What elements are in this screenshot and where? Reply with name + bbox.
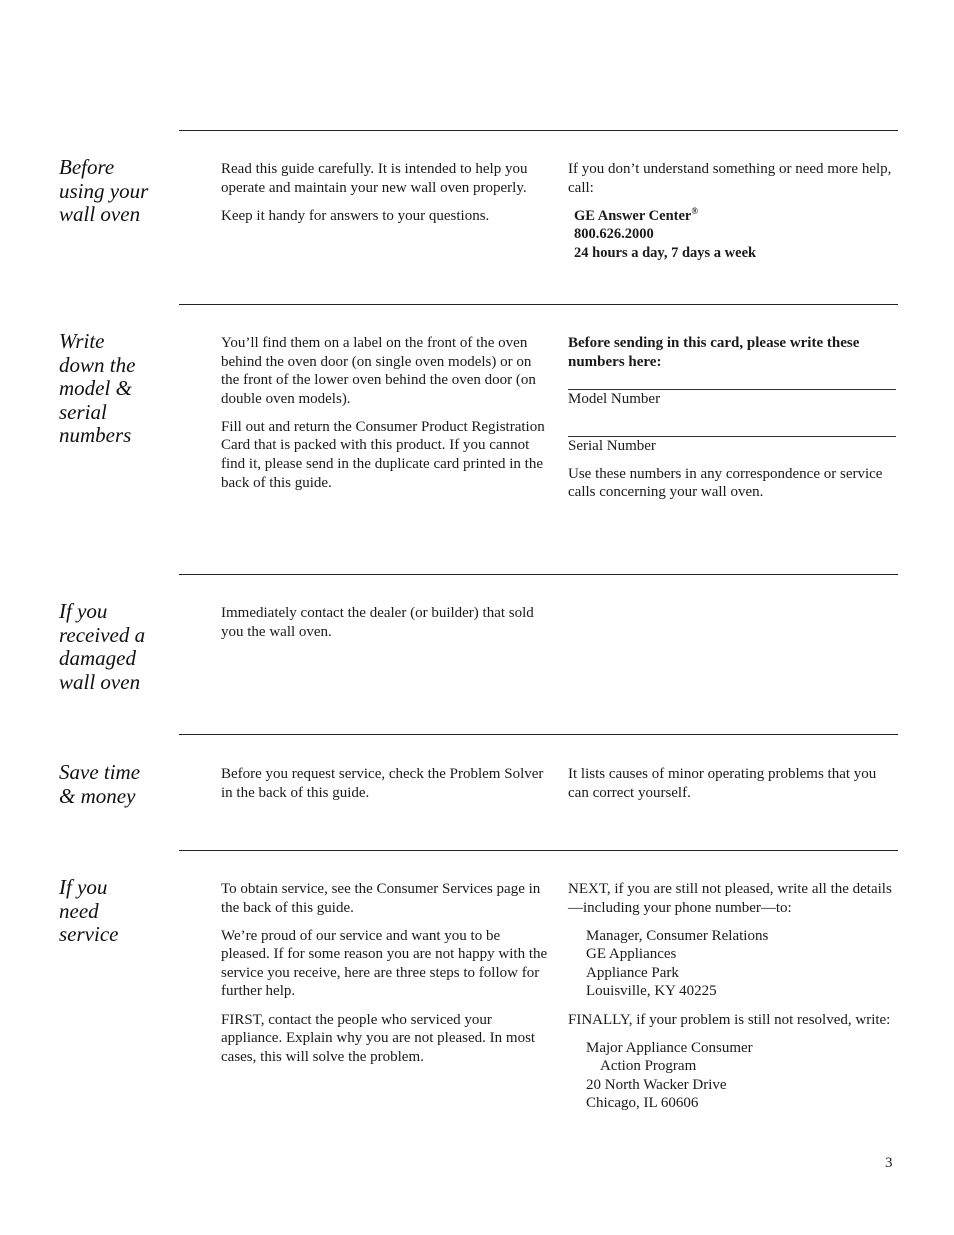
paragraph: If you don’t understand something or need more help, call: bbox=[568, 161, 892, 196]
write-down-right-column bbox=[568, 334, 898, 512]
paragraph: You’ll find them on a label on the front of the oven behind the oven door (on single oven models) or on the front of the lower oven behind the oven door (on double oven models). bbox=[221, 335, 536, 407]
paragraph: Read this guide carefully. It is intended to help you operate and maintain your new wall oven properly. bbox=[221, 161, 528, 196]
serial-number-label: Serial Number bbox=[568, 437, 656, 454]
consumer-action-program-address: Major Appliance Consumer Action Program 20 North Wacker Drive Chicago, IL 60606 bbox=[586, 1039, 753, 1112]
registered-mark: ® bbox=[691, 205, 699, 216]
paragraph: It lists causes of minor operating problems that you can correct yourself. bbox=[568, 766, 877, 801]
section-divider bbox=[179, 574, 898, 575]
consumer-relations-address: Manager, Consumer Relations GE Appliances Appliance Park Louisville, KY 40225 bbox=[586, 927, 769, 1000]
paragraph: Fill out and return the Consumer Product Registration Card that is packed with this product. If you cannot find it, please send in the duplicate card printed in the back of this guide. bbox=[221, 418, 545, 491]
before-right-column bbox=[568, 160, 898, 262]
damaged-left-column bbox=[221, 604, 551, 651]
service-left-column bbox=[221, 880, 551, 1076]
model-number-label: Model Number bbox=[568, 391, 661, 408]
paragraph: NEXT, if you are still not pleased, write all the details—including your phone number—to: bbox=[568, 881, 892, 916]
before-left-column bbox=[221, 160, 551, 235]
paragraph: We’re proud of our service and want you to be pleased. If for some reason you are not happy with the service you receive, here are three steps to follow for further help. bbox=[221, 927, 548, 1000]
section-heading-need-service: If you need service bbox=[59, 875, 119, 946]
section-divider bbox=[179, 734, 898, 735]
section-divider bbox=[179, 304, 898, 305]
page-number: 3 bbox=[885, 1155, 893, 1171]
section-heading-write-down: Write down the model & serial numbers bbox=[59, 329, 136, 447]
paragraph: Use these numbers in any correspondence or service calls concerning your wall oven. bbox=[568, 465, 883, 501]
save-left-column bbox=[221, 765, 551, 812]
paragraph: FINALLY, if your problem is still not resolved, write: bbox=[568, 1011, 891, 1028]
save-right-column bbox=[568, 765, 898, 812]
write-down-left-column bbox=[221, 334, 551, 502]
section-heading-before-using: Before using your wall oven bbox=[59, 155, 149, 226]
contact-name: GE Answer Center bbox=[574, 207, 692, 224]
paragraph: Keep it handy for answers to your questions. bbox=[221, 207, 490, 224]
section-heading-damaged: If you received a damaged wall oven bbox=[59, 599, 146, 694]
paragraph: Before you request service, check the Problem Solver in the back of this guide. bbox=[221, 766, 544, 801]
section-divider bbox=[179, 130, 898, 131]
service-right-column bbox=[568, 880, 898, 1123]
section-divider bbox=[179, 850, 898, 851]
contact-hours: 24 hours a day, 7 days a week bbox=[574, 244, 757, 261]
paragraph: To obtain service, see the Consumer Services page in the back of this guide. bbox=[221, 881, 541, 916]
section-heading-save-time: Save time & money bbox=[59, 760, 141, 808]
paragraph: FIRST, contact the people who serviced your appliance. Explain why you are not pleased. In most cases, this will solve the problem. bbox=[221, 1011, 536, 1065]
answer-center-contact bbox=[574, 207, 898, 263]
paragraph: Before sending in this card, please write these numbers here: bbox=[568, 335, 860, 370]
contact-phone: 800.626.2000 bbox=[574, 226, 654, 243]
paragraph: Immediately contact the dealer (or builder) that sold you the wall oven. bbox=[221, 605, 534, 640]
